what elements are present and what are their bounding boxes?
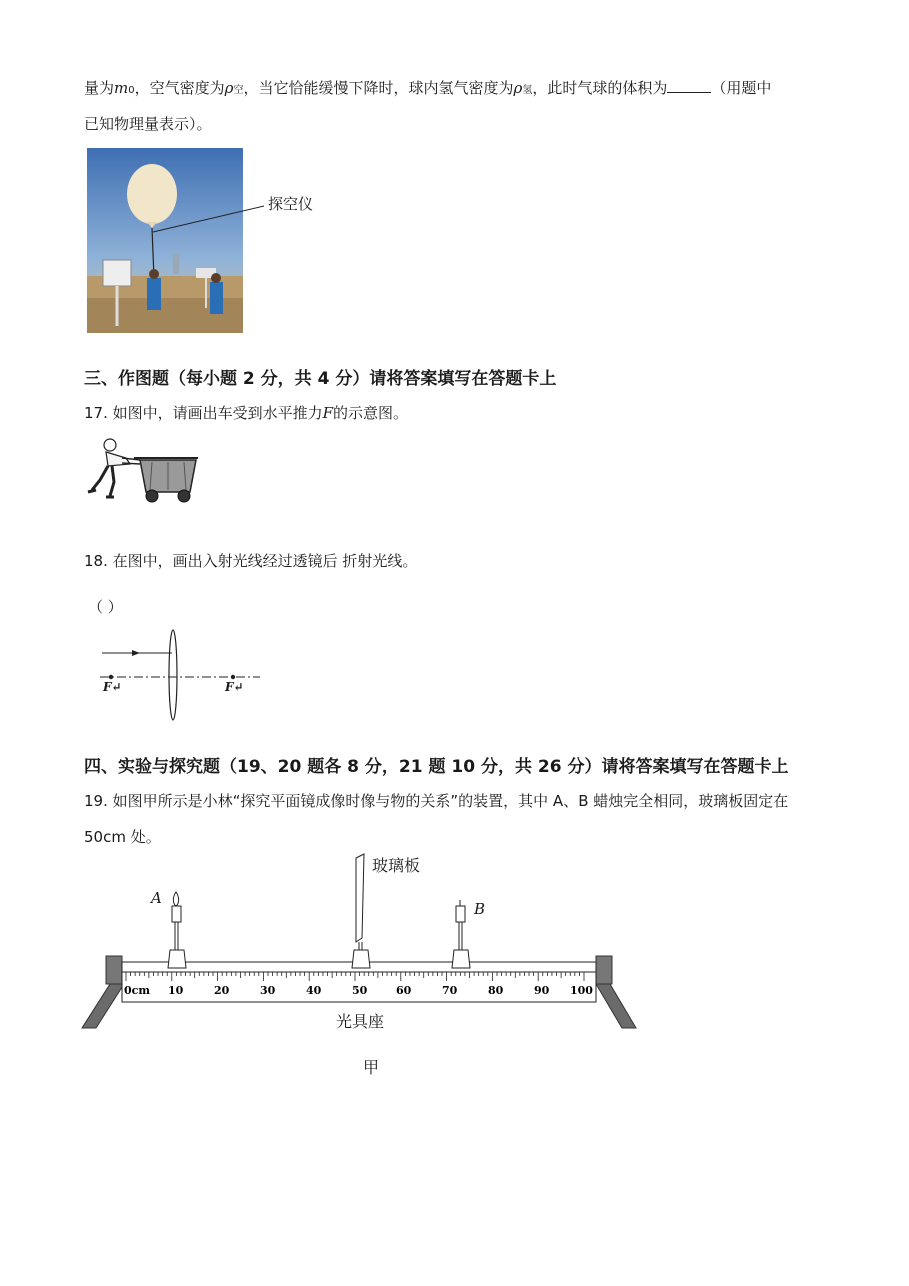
lens-diagram <box>96 628 266 724</box>
focus-label-left: F↵ <box>103 680 122 694</box>
candle-b <box>452 900 470 968</box>
scale-label-70: 70 <box>442 984 458 997</box>
focal-point-left <box>109 675 113 679</box>
q18-answer-paren[interactable]: （ ） <box>88 598 123 616</box>
candle-a-label: A <box>151 889 162 907</box>
q18-text: 18. 在图中，画出入射光线经过透镜后 折射光线。 <box>84 552 418 570</box>
glass-plate-label: 玻璃板 <box>372 856 421 875</box>
candle-b-label: B <box>474 900 486 918</box>
probe-pointer-line <box>152 196 268 236</box>
section3-heading: 三、作图题（每小题 2 分，共 4 分）请将答案填写在答题卡上 <box>84 369 557 389</box>
weather-box <box>103 260 131 286</box>
bench-leg-right <box>596 984 636 1028</box>
q16-line2: 已知物理量表示）。 <box>84 115 212 133</box>
scale-label-100: 100 <box>570 984 593 997</box>
scale-label-0: 0cm <box>124 984 150 997</box>
q19-line2: 50cm 处。 <box>84 828 161 846</box>
bench-leg-left <box>82 984 124 1028</box>
scale-label-90: 90 <box>534 984 550 997</box>
probe-label: 探空仪 <box>268 195 314 213</box>
scale-label-50: 50 <box>352 984 368 997</box>
q17-text: 17. 如图中，请画出车受到水平推力F的示意图。 <box>84 404 409 422</box>
cart-push-figure <box>86 436 206 506</box>
scale-label-80: 80 <box>488 984 504 997</box>
glass-plate <box>352 854 370 968</box>
person-left <box>147 278 161 310</box>
balloon-photo <box>87 148 243 333</box>
scale-label-30: 30 <box>260 984 276 997</box>
convex-lens <box>169 630 177 720</box>
q16-line1: 量为m0，空气密度为ρ空，当它恰能缓慢下降时，球内氢气密度为ρ氢，此时气球的体积为 （用题中 <box>84 79 772 97</box>
section4-heading: 四、实验与探究题（19、20 题各 8 分，21 题 10 分，共 26 分）请将答案填写在答题卡上 <box>84 757 789 777</box>
scale-label-60: 60 <box>396 984 412 997</box>
figure-caption: 甲 <box>363 1058 380 1077</box>
person-right <box>210 282 223 314</box>
focal-point-right <box>231 675 235 679</box>
scale-label-10: 10 <box>168 984 184 997</box>
bench-label: 光具座 <box>336 1012 385 1031</box>
candle-a <box>168 892 186 968</box>
q19-line1: 19. 如图甲所示是小林“探究平面镜成像时像与物的关系”的装置，其中 A、B 蜡烛完全相同，玻璃板固定在 <box>84 792 789 810</box>
scale-label-40: 40 <box>306 984 322 997</box>
focus-label-right: F↵ <box>225 680 244 694</box>
answer-blank[interactable] <box>667 78 711 93</box>
optical-bench-figure <box>80 850 640 1032</box>
scale-label-20: 20 <box>214 984 230 997</box>
